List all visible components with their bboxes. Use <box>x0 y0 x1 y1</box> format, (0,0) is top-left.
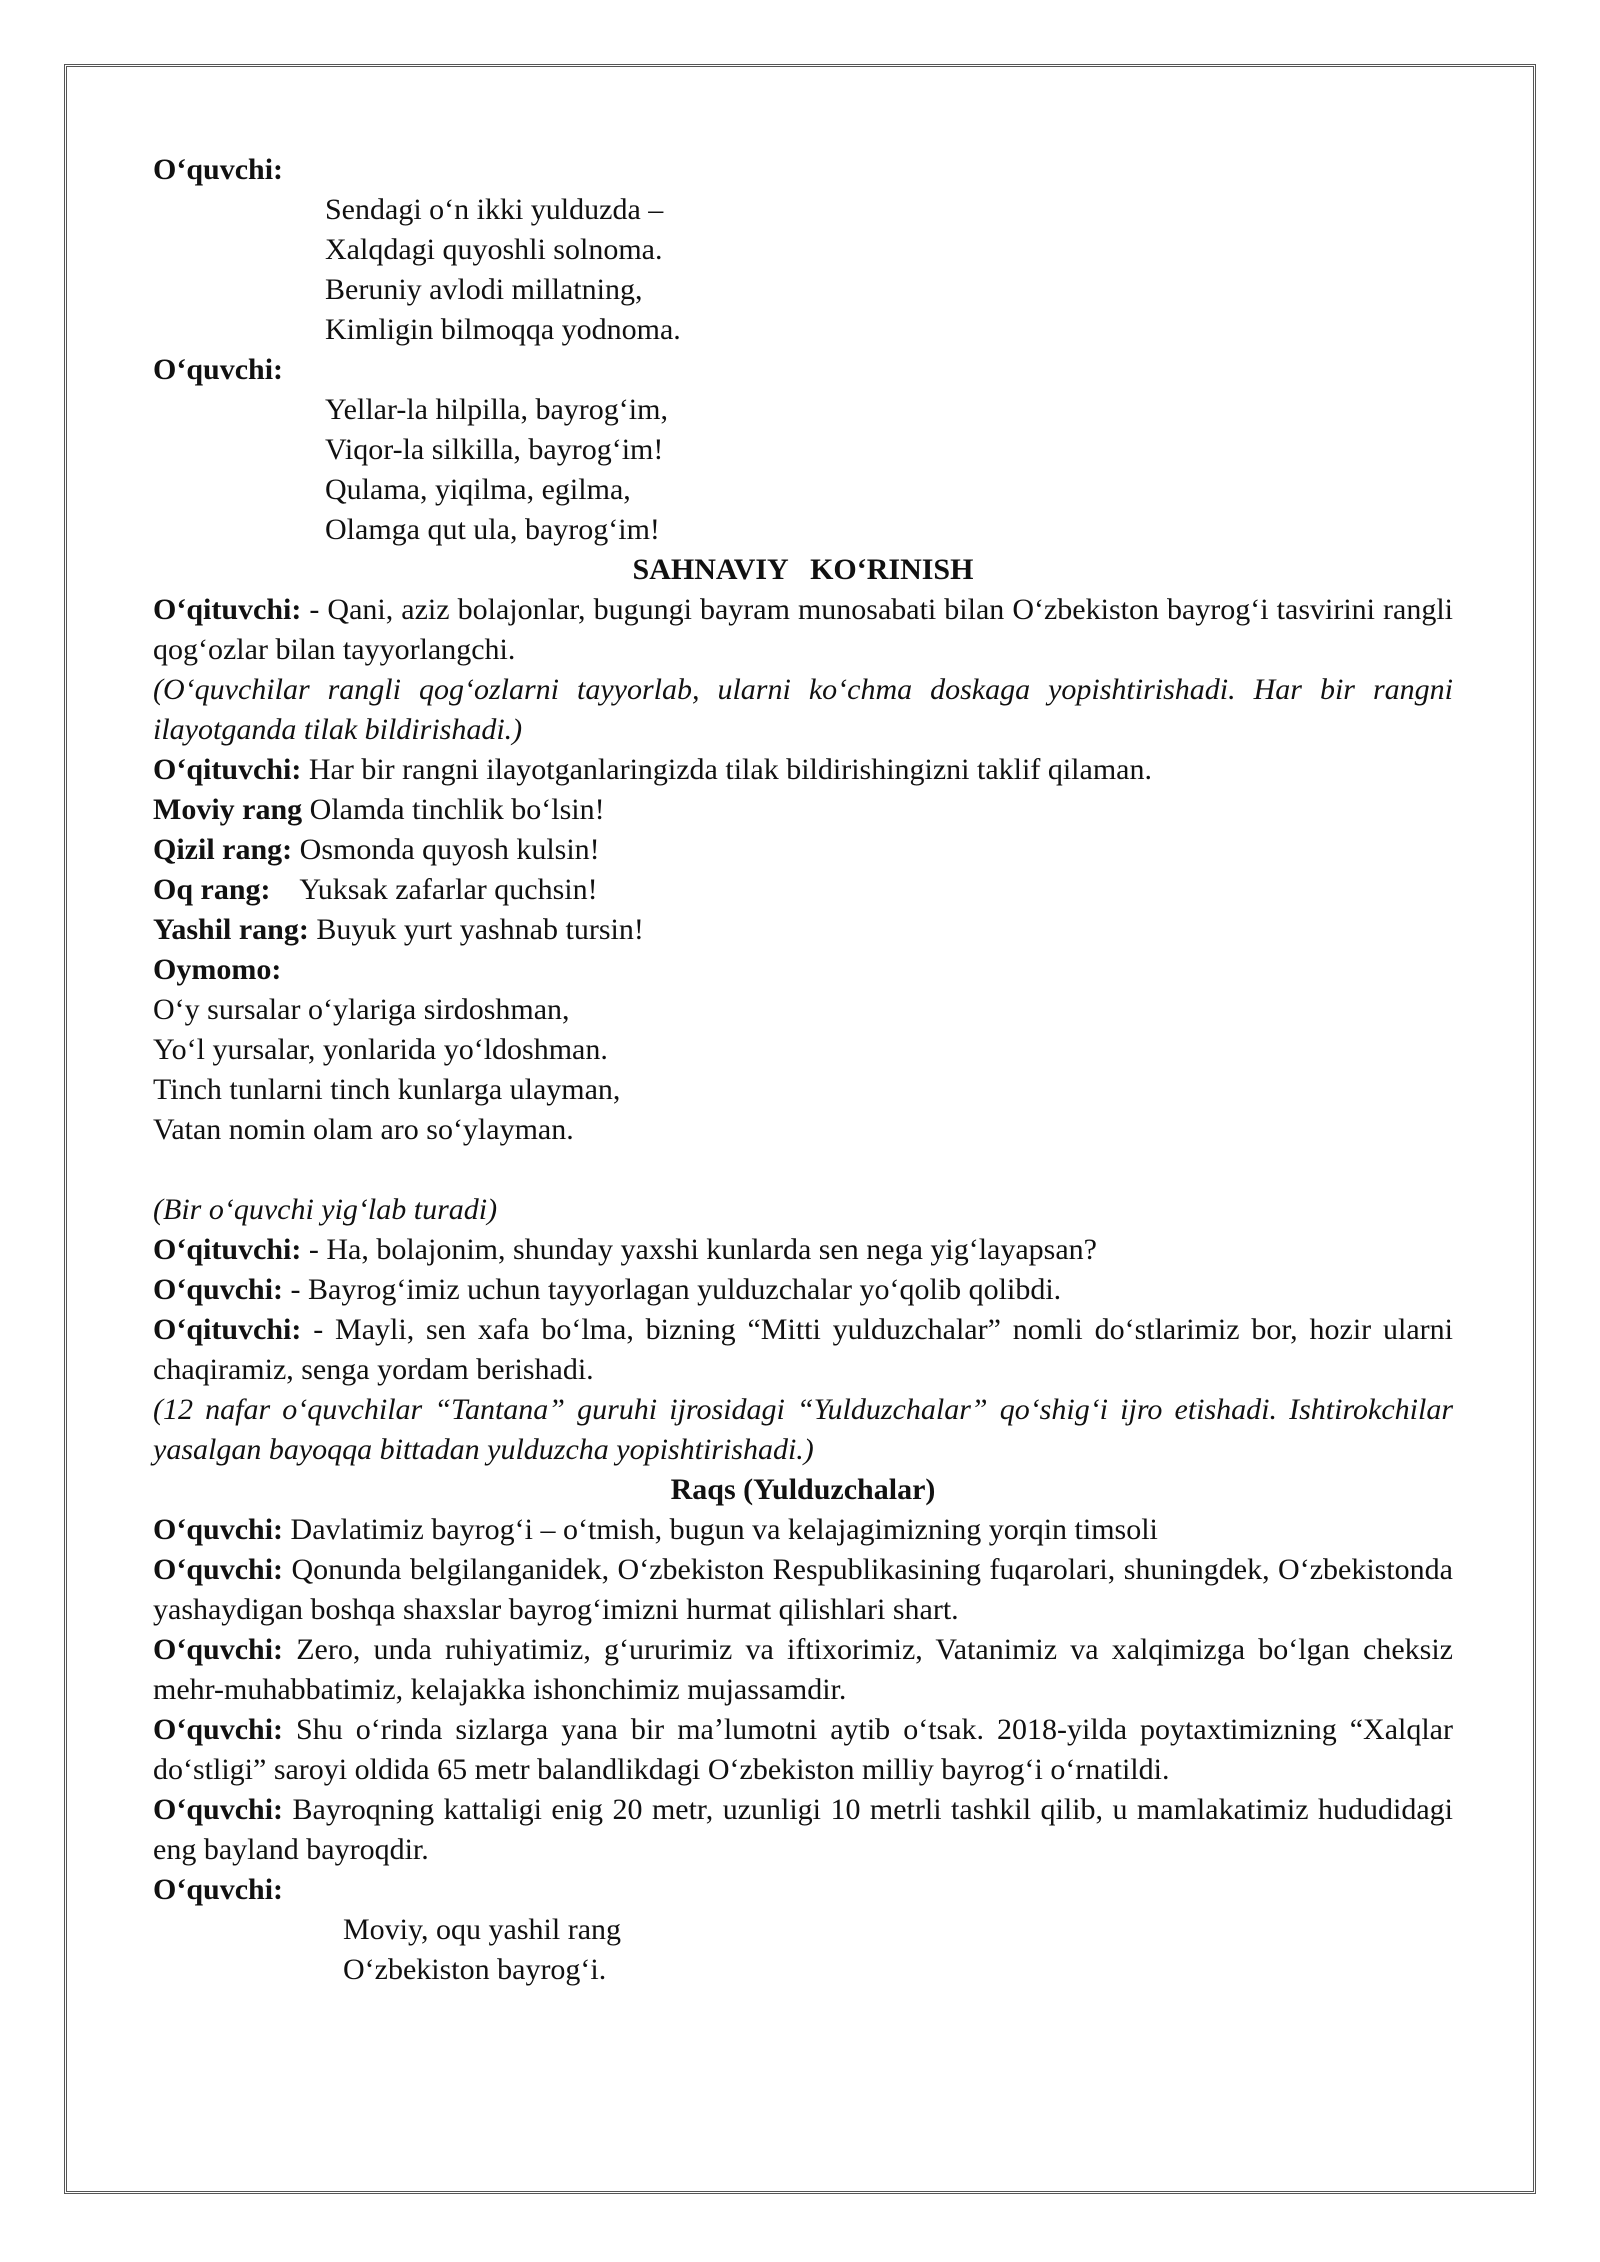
color-label: Qizil rang: <box>153 833 293 866</box>
wish-text: Buyuk yurt yashnab tursin! <box>308 913 644 946</box>
color-wish <box>153 830 1453 870</box>
dialogue-text: - Qani, aziz bolajonlar, bugungi bayram munosabati bilan Oʻzbekiston bayrogʻi tasvirini rangli qogʻozlar bilan tayyorlangchi. <box>153 593 1453 666</box>
speaker-label: Oʻquvchi: <box>153 1633 284 1666</box>
verse-line: Beruniy avlodi millatning, <box>325 273 643 306</box>
dialogue-paragraph <box>153 750 1453 790</box>
speaker-label: Oʻqituvchi: <box>153 753 302 786</box>
stanza <box>153 950 1453 1150</box>
color-label: Moviy rang <box>153 793 303 826</box>
speaker-label: Oʻquvchi: <box>153 1873 284 1906</box>
dialogue-text: Davlatimiz bayrogʻi – oʻtmish, bugun va kelajagimizning yorqin timsoli <box>283 1513 1158 1546</box>
dialogue-paragraph <box>153 1790 1453 1870</box>
verse-line: Sendagi oʻn ikki yulduzda – <box>325 193 664 226</box>
dialogue-text: - Ha, bolajonim, shunday yaxshi kunlarda sen nega yigʻlayapsan? <box>301 1233 1097 1266</box>
dialogue-paragraph <box>153 1550 1453 1630</box>
verse-line: Olamga qut ula, bayrogʻim! <box>325 513 660 546</box>
dialogue-text: Bayroqning kattaligi enig 20 metr, uzunligi 10 metrli tashkil qilib, u mamlakatimiz hududidagi eng bayland bayroqdir. <box>153 1793 1453 1866</box>
speaker-label: Oʻquvchi: <box>153 1793 284 1826</box>
color-wish <box>153 870 1453 910</box>
dialogue-paragraph <box>153 1230 1453 1270</box>
speaker-label: Oʻquvchi: <box>153 353 284 386</box>
dialogue-paragraph <box>153 1630 1453 1710</box>
color-label: Yashil rang: <box>153 913 309 946</box>
speaker-label: Oʻqituvchi: <box>153 1313 302 1346</box>
speaker-label: Oʻquvchi: <box>153 1513 284 1546</box>
stanza <box>153 1870 1453 1990</box>
speaker-label: Oymomo: <box>153 953 282 986</box>
stage-direction: (Oʻquvchilar rangli qogʻozlarni tayyorlab, ularni koʻchma doskaga yopishtirishadi. Har bir rangni ilayotganda tilak bildirishadi.) <box>153 673 1453 746</box>
wish-text: Olamda tinchlik boʻlsin! <box>302 793 605 826</box>
document-body <box>153 150 1453 1990</box>
color-wish <box>153 910 1453 950</box>
dialogue-paragraph <box>153 1270 1453 1310</box>
verse-line: Oʻzbekiston bayrogʻi. <box>343 1953 607 1986</box>
color-wish <box>153 790 1453 830</box>
stanza <box>153 150 1453 350</box>
dialogue-text: Zero, unda ruhiyatimiz, gʻururimiz va iftixorimiz, Vatanimiz va xalqimizga boʻlgan cheksiz mehr-muhabbatimiz, kelajakka ishonchimiz mujassamdir. <box>153 1633 1453 1706</box>
verse-line: Viqor-la silkilla, bayrogʻim! <box>325 433 664 466</box>
color-label: Oq rang: <box>153 873 271 906</box>
dialogue-text: - Bayrogʻimiz uchun tayyorlagan yulduzchalar yoʻqolib qolibdi. <box>283 1273 1062 1306</box>
stanza <box>153 350 1453 550</box>
stage-direction: (12 nafar oʻquvchilar “Tantana” guruhi ijrosidagi “Yulduzchalar” qoʻshigʻi ijro etishadi. Ishtirokchilar yasalgan bayoqqa bittadan yulduzcha yopishtirishadi.) <box>153 1393 1453 1466</box>
stage-direction: (Bir oʻquvchi yigʻlab turadi) <box>153 1193 498 1226</box>
verse-line: Kimligin bilmoqqa yodnoma. <box>325 313 681 346</box>
wish-text: Yuksak zafarlar quchsin! <box>270 873 598 906</box>
dialogue-text: Har bir rangni ilayotganlaringizda tilak bildirishingizni taklif qilaman. <box>301 753 1152 786</box>
dialogue-paragraph <box>153 590 1453 670</box>
dialogue-paragraph <box>153 1510 1453 1550</box>
verse-line: Qulama, yiqilma, egilma, <box>325 473 631 506</box>
verse-line: Yellar-la hilpilla, bayrogʻim, <box>325 393 668 426</box>
dialogue-text: Shu oʻrinda sizlarga yana bir maʼlumotni aytib oʻtsak. 2018-yilda poytaxtimizning “Xalqlar doʻstligi” saroyi oldida 65 metr balandlikdagi Oʻzbekiston milliy bayrogʻi oʻrnatildi. <box>153 1713 1453 1786</box>
color-wishes <box>153 790 1453 950</box>
speaker-label: Oʻqituvchi: <box>153 1233 302 1266</box>
dialogue-paragraph <box>153 1310 1453 1390</box>
spacer <box>153 1150 1453 1190</box>
verse-line: Xalqdagi quyoshli solnoma. <box>325 233 663 266</box>
verse-line: Moviy, oqu yashil rang <box>343 1913 622 1946</box>
wish-text: Osmonda quyosh kulsin! <box>292 833 600 866</box>
dialogue-text: - Mayli, sen xafa boʻlma, bizning “Mitti yulduzchalar” nomli doʻstlarimiz bor, hozir ularni chaqiramiz, senga yordam berishadi. <box>153 1313 1453 1386</box>
speaker-label: Oʻquvchi: <box>153 1273 284 1306</box>
section-heading: Raqs (Yulduzchalar) <box>670 1473 936 1506</box>
verse-line: Oʻy sursalar oʻylariga sirdoshman, <box>153 993 570 1026</box>
verse-line: Vatan nomin olam aro soʻylayman. <box>153 1113 574 1146</box>
dialogue-paragraph <box>153 1710 1453 1790</box>
section-heading: SAHNAVIY KOʻRINISH <box>632 553 974 586</box>
speaker-label: Oʻqituvchi: <box>153 593 302 626</box>
verse-line: Tinch tunlarni tinch kunlarga ulayman, <box>153 1073 621 1106</box>
speaker-label: Oʻquvchi: <box>153 1713 284 1746</box>
speaker-label: Oʻquvchi: <box>153 1553 284 1586</box>
speaker-label: Oʻquvchi: <box>153 153 284 186</box>
verse-line: Yoʻl yursalar, yonlarida yoʻldoshman. <box>153 1033 608 1066</box>
dialogue-text: Qonunda belgilanganidek, Oʻzbekiston Respublikasining fuqarolari, shuningdek, Oʻzbekistonda yashaydigan boshqa shaxslar bayrogʻimizni hurmat qilishlari shart. <box>153 1553 1453 1626</box>
